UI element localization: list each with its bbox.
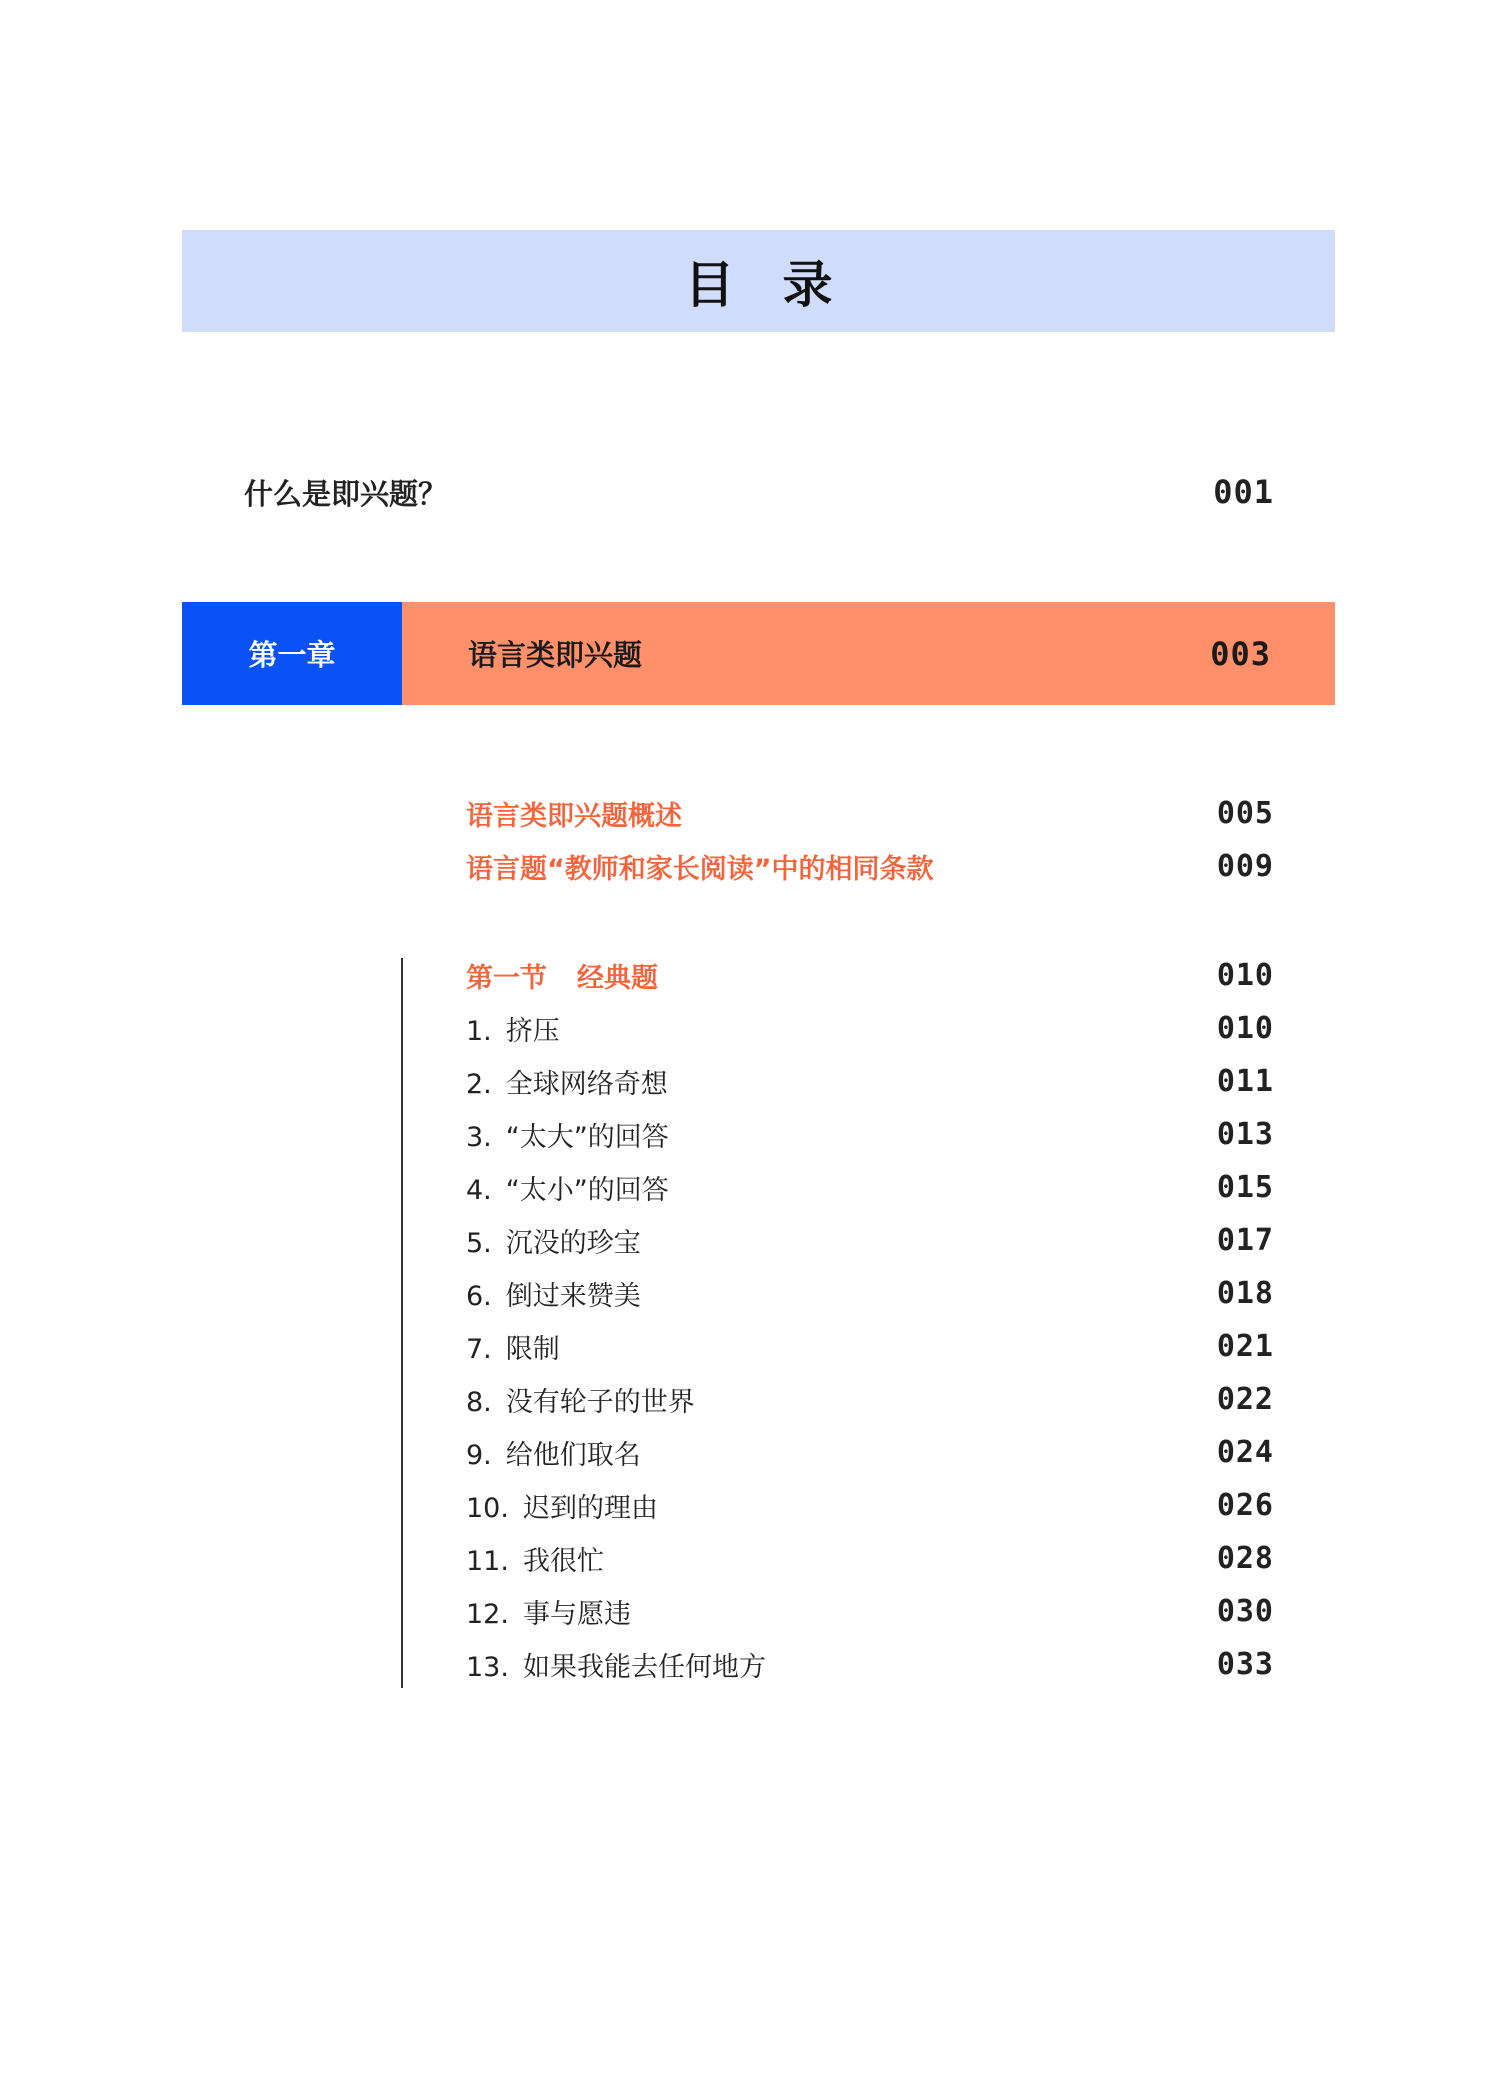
chapter-title: 语言类即兴题 (468, 638, 643, 672)
toc-entry-label (466, 1062, 668, 1101)
section-title: 经典题 (577, 962, 658, 994)
toc-entry[interactable] (466, 1482, 1274, 1528)
toc-page-number: 024 (1216, 1434, 1274, 1470)
toc-subsection-common-terms[interactable] (466, 843, 1274, 889)
toc-entry-label (466, 1327, 560, 1366)
toc-entry-title: 挤压 (505, 1015, 560, 1047)
toc-page-number: 001 (1213, 473, 1274, 511)
toc-entry-label (466, 1221, 641, 1260)
toc-entry-intro[interactable] (244, 466, 1274, 518)
toc-entry-title: 全球网络奇想 (505, 1068, 668, 1100)
subsection-label: 语言类即兴题概述 (466, 800, 682, 832)
toc-entry[interactable] (466, 1217, 1274, 1263)
toc-entry[interactable] (466, 1323, 1274, 1369)
toc-entry-number: 6. (466, 1280, 492, 1312)
toc-entry[interactable] (466, 1005, 1274, 1051)
subsection-page-number: 009 (1216, 848, 1274, 884)
toc-entry-number: 2. (466, 1068, 492, 1100)
toc-page-number: 011 (1216, 1063, 1274, 1099)
toc-entry[interactable] (466, 1111, 1274, 1157)
toc-entry[interactable] (466, 1270, 1274, 1316)
section-label (466, 956, 658, 995)
toc-entry[interactable] (466, 1058, 1274, 1104)
toc-entry-number: 8. (466, 1386, 492, 1418)
subsection-label: 语言题“教师和家长阅读”中的相同条款 (466, 853, 934, 885)
toc-entry-number: 9. (466, 1439, 492, 1471)
toc-entry-label (466, 1539, 604, 1578)
section-divider-line (401, 958, 403, 1688)
toc-entry-title: 我很忙 (522, 1545, 604, 1577)
toc-entry-title: 给他们取名 (505, 1439, 641, 1471)
toc-entry-label (466, 1645, 766, 1684)
toc-page-number: 022 (1216, 1381, 1274, 1417)
toc-entry-title: “太小”的回答 (505, 1174, 669, 1206)
chapter-page-number: 003 (1210, 634, 1271, 673)
toc-entry[interactable] (466, 1376, 1274, 1422)
toc-entry-number: 3. (466, 1121, 492, 1153)
toc-entry-title: 倒过来赞美 (505, 1280, 641, 1312)
toc-entry-label: 什么是即兴题？ (244, 476, 448, 511)
toc-entry-title: 沉没的珍宝 (505, 1227, 641, 1259)
toc-page-number: 033 (1216, 1646, 1274, 1682)
toc-entry[interactable] (466, 1588, 1274, 1634)
toc-entry-label (466, 1115, 669, 1154)
toc-entry-label (466, 1433, 641, 1472)
toc-entry[interactable] (466, 1535, 1274, 1581)
toc-entry-number: 13. (466, 1651, 509, 1683)
toc-page-number: 018 (1216, 1275, 1274, 1311)
toc-entry-label (466, 1592, 631, 1631)
toc-page-number: 013 (1216, 1116, 1274, 1152)
toc-entry[interactable] (466, 1641, 1274, 1687)
toc-entry-label (466, 1168, 669, 1207)
toc-entry-title: 迟到的理由 (522, 1492, 658, 1524)
toc-entry-number: 10. (466, 1492, 509, 1524)
toc-entry-label (466, 1009, 560, 1048)
toc-entry-number: 7. (466, 1333, 492, 1365)
title-band (182, 230, 1335, 332)
toc-entry-number: 11. (466, 1545, 509, 1577)
toc-page-number: 028 (1216, 1540, 1274, 1576)
toc-entry-number: 5. (466, 1227, 492, 1259)
toc-page-number: 030 (1216, 1593, 1274, 1629)
toc-page-number: 015 (1216, 1169, 1274, 1205)
toc-entry-number: 12. (466, 1598, 509, 1630)
toc-subsection-overview[interactable] (466, 790, 1274, 836)
toc-entry-title: 如果我能去任何地方 (522, 1651, 766, 1683)
chapter-bar[interactable] (402, 602, 1335, 705)
toc-entry-label (466, 1274, 641, 1313)
toc-entry-label (466, 1486, 658, 1525)
toc-entry-title: 没有轮子的世界 (505, 1386, 695, 1418)
toc-page-number: 026 (1216, 1487, 1274, 1523)
toc-entry-number: 1. (466, 1015, 492, 1047)
toc-entry-title: 事与愿违 (522, 1598, 631, 1630)
toc-page-number: 021 (1216, 1328, 1274, 1364)
section-page-number: 010 (1216, 957, 1274, 993)
toc-page-number: 017 (1216, 1222, 1274, 1258)
section-number: 第一节 (466, 962, 547, 994)
page-title: 目录 (684, 256, 881, 314)
toc-entry-title: “太大”的回答 (505, 1121, 669, 1153)
chapter-tag: 第一章 (182, 602, 402, 705)
toc-page-number: 010 (1216, 1010, 1274, 1046)
toc-section-heading[interactable] (466, 952, 1274, 998)
toc-entry-number: 4. (466, 1174, 492, 1206)
toc-entry-title: 限制 (505, 1333, 560, 1365)
toc-entry-label (466, 1380, 695, 1419)
toc-entry[interactable] (466, 1429, 1274, 1475)
toc-entry[interactable] (466, 1164, 1274, 1210)
subsection-page-number: 005 (1216, 795, 1274, 831)
